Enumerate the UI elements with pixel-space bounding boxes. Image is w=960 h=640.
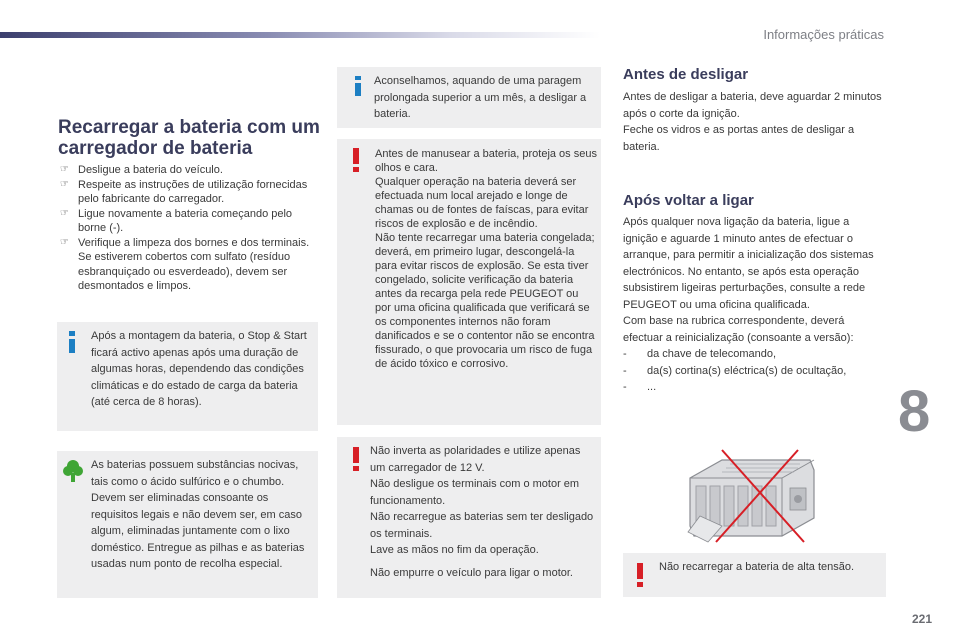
eco-note bbox=[57, 451, 318, 598]
warning-text: Antes de manusear a bateria, proteja os seus olhos e cara. Qualquer operação na bateria deverá ser efectuada num local arejado e longe de chamas ou de fontes de faíscas, para evitar riscos de explosão e de incêndio. Não tente recarregar uma bateria congelada; deverá, em primeiro lugar, descongelá-la para evitar riscos de explosão. Se esta tiver congelado, solicite verificação da bateria antes da recarga pela rede PEUGEOT ou por uma oficina qualificada que verificará se os componentes internos não foram danificados e se o contentor não se encontra fissurado, o que provocaria um risco de fuga de ácido tóxico e corrosivo. bbox=[375, 148, 597, 370]
warning-note-charging bbox=[337, 437, 601, 598]
pointer-icon: ☞ bbox=[60, 164, 69, 175]
header-bar bbox=[0, 32, 600, 38]
list-item: ☞ Desligue a bateria do veículo. bbox=[60, 164, 223, 176]
section-title: Informações práticas bbox=[763, 27, 884, 42]
list-item: ☞ Respeite as instruções de utilização fornecidas pelo fabricante do carregador. bbox=[60, 178, 308, 205]
reinit-list bbox=[623, 346, 887, 396]
list-item: - ... bbox=[623, 381, 657, 393]
page-title: Recarregar a bateria com um carregador de bateria bbox=[58, 117, 320, 159]
pointer-icon: ☞ bbox=[60, 207, 69, 219]
list-item: ☞ Ligue novamente a bateria começando pelo borne (-). bbox=[60, 207, 293, 234]
info-icon bbox=[65, 331, 79, 353]
list-item: - da(s) cortina(s) eléctrica(s) de ocultação, bbox=[623, 364, 847, 377]
high-voltage-battery-illustration bbox=[682, 448, 824, 544]
info-note-stop-start bbox=[57, 322, 318, 431]
warning-icon bbox=[635, 563, 645, 587]
after-reconnect-text: Após qualquer nova ligação da bateria, ligue a ignição e aguarde 1 minuto antes de efectuar o arranque, para permitir a inicialização dos sistemas electrónicos. No entanto, se após esta operação subsistirem ligeiras perturbações, consulte a rede PEUGEOT ou uma oficina qualificada. Com base na rubrica correspondente, deverá efectuar a reinicialização (consoante a versão): - da chave de telecomando, - da(s) cortina(s) eléctrica(s) de ocultação, - ... bbox=[623, 214, 887, 396]
warning-icon bbox=[351, 148, 361, 172]
before-disconnect-text: Antes de desligar a bateria, deve aguardar 2 minutos após o corte da ignição. Feche os vidros e as portas antes de desligar a bateria. bbox=[623, 91, 882, 153]
chapter-number: 8 bbox=[898, 379, 931, 444]
warning-icon bbox=[351, 447, 361, 471]
steps-list bbox=[60, 163, 312, 294]
warning-note-high-voltage bbox=[623, 553, 886, 597]
info-icon bbox=[352, 76, 364, 96]
page-number: 221 bbox=[912, 612, 933, 626]
list-item: ☞ Verifique a limpeza dos bornes e dos terminais. Se estiverem cobertos com sulfato (resíduo esbranquiçado ou esverdeado), devem ser desmontados e limpos. bbox=[60, 236, 310, 292]
pointer-icon: ☞ bbox=[60, 236, 69, 248]
warning-note-handling bbox=[337, 139, 601, 425]
warning-text: Não recarregar a bateria de alta tensão. bbox=[659, 561, 855, 573]
list-item: - da chave de telecomando, bbox=[623, 348, 777, 360]
info-note-storage bbox=[337, 67, 601, 128]
tree-icon bbox=[63, 459, 83, 483]
eco-text: As baterias possuem substâncias nocivas, tais como o ácido sulfúrico e o chumbo. Devem ser eliminadas consoante os requisitos legais e não devem ser, em caso algum, eliminadas juntamente com o lixo doméstico. Entregue as pilhas e as baterias usadas num ponto de recolha especial. bbox=[91, 459, 305, 570]
pointer-icon: ☞ bbox=[60, 178, 69, 190]
warning-text: Não inverta as polaridades e utilize apenas um carregador de 12 V. Não desligue os terminais com o motor em funcionamento. Não recarregue as baterias sem ter desligado os terminais. Lave as mãos no fim da operação. Não empurre o veículo para ligar o motor. bbox=[370, 445, 594, 579]
info-text: Aconselhamos, aquando de uma paragem prolongada superior a um mês, a desligar a bateria. bbox=[374, 75, 587, 120]
before-disconnect-heading: Antes de desligar bbox=[623, 66, 749, 83]
info-text: Após a montagem da bateria, o Stop & Start ficará activo apenas após uma duração de algumas horas, dependendo das condições climáticas e do estado de carga da bateria (até cerca de 8 horas). bbox=[91, 330, 307, 408]
after-reconnect-heading: Após voltar a ligar bbox=[623, 192, 754, 209]
